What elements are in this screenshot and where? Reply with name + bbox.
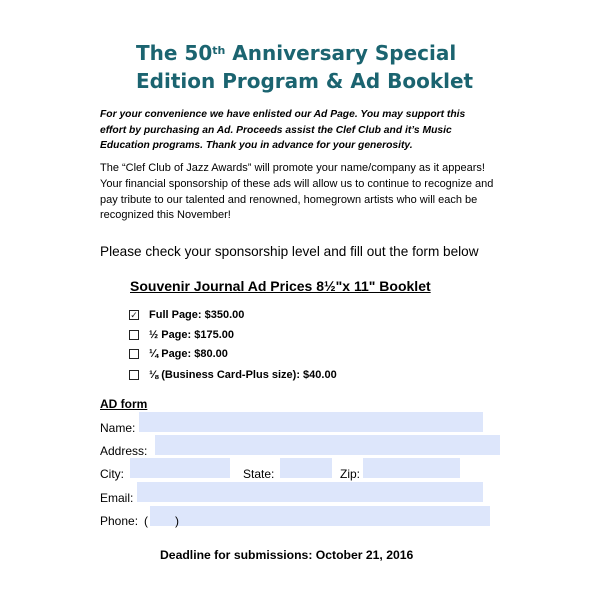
title-line-1 (136, 40, 536, 66)
title-superscript: th (212, 44, 226, 57)
option-quarter-page[interactable] (129, 347, 228, 361)
body-line: Your financial sponsorship of these ads will allow us to continue to recognize and (100, 177, 494, 190)
address-label: Address: (100, 444, 148, 458)
phone-label: Phone: (100, 514, 139, 528)
option-full-page[interactable] (129, 308, 244, 322)
body-line: The “Clef Club of Jazz Awards” will promote your name/company as it appears! (100, 162, 485, 174)
phone-input[interactable] (150, 506, 490, 526)
option-half-page[interactable] (129, 328, 234, 342)
state-label: State: (243, 467, 275, 481)
address-input[interactable] (155, 435, 500, 455)
name-label: Name: (100, 421, 136, 435)
instruction-text: Please check your sponsorship level and fill out the form below (100, 244, 479, 259)
checkbox-quarter-page[interactable] (129, 349, 139, 359)
state-input[interactable] (280, 458, 332, 478)
ad-form-heading: AD form (100, 397, 148, 411)
zip-input[interactable] (363, 458, 460, 478)
body-line: recognized this November! (100, 209, 231, 222)
intro-paragraph (100, 107, 520, 154)
email-label: Email: (100, 491, 134, 505)
title-prefix: The 50 (136, 41, 213, 65)
body-line: pay tribute to our talented and renowned, homegrown artists who will each be (100, 193, 478, 206)
prices-heading: Souvenir Journal Ad Prices 8½"x 11" Booklet (130, 278, 431, 294)
phone-open-paren: ( (144, 514, 148, 528)
option-label: ¼ Page: $80.00 (149, 348, 228, 360)
option-label: Full Page: $350.00 (149, 309, 245, 321)
name-input[interactable] (139, 412, 483, 432)
title-suffix: Anniversary Special (225, 41, 457, 65)
title-line-2: Edition Program & Ad Booklet (136, 69, 474, 93)
email-input[interactable] (137, 482, 483, 502)
zip-label: Zip: (340, 467, 361, 481)
deadline-text: Deadline for submissions: October 21, 2016 (160, 548, 414, 562)
checkbox-business-card[interactable] (129, 370, 139, 380)
option-label: ⅛ (Business Card-Plus size): $40.00 (149, 369, 337, 381)
phone-close-paren: ) (175, 514, 179, 528)
check-mark-icon: ✓ (130, 309, 138, 320)
intro-line: For your convenience we have enlisted our Ad Page. You may support this (100, 109, 466, 120)
checkbox-half-page[interactable] (129, 330, 139, 340)
option-label: ½ Page: $175.00 (149, 329, 235, 341)
intro-line: effort by purchasing an Ad. Proceeds assist the Clef Club and it’s Music (100, 124, 452, 136)
body-paragraph (100, 161, 520, 224)
intro-line: Education programs. Thank you in advance for your generosity. (100, 140, 413, 151)
city-label: City: (100, 467, 124, 481)
option-business-card[interactable] (129, 368, 337, 382)
checkbox-full-page[interactable] (129, 310, 139, 320)
city-input[interactable] (130, 458, 230, 478)
